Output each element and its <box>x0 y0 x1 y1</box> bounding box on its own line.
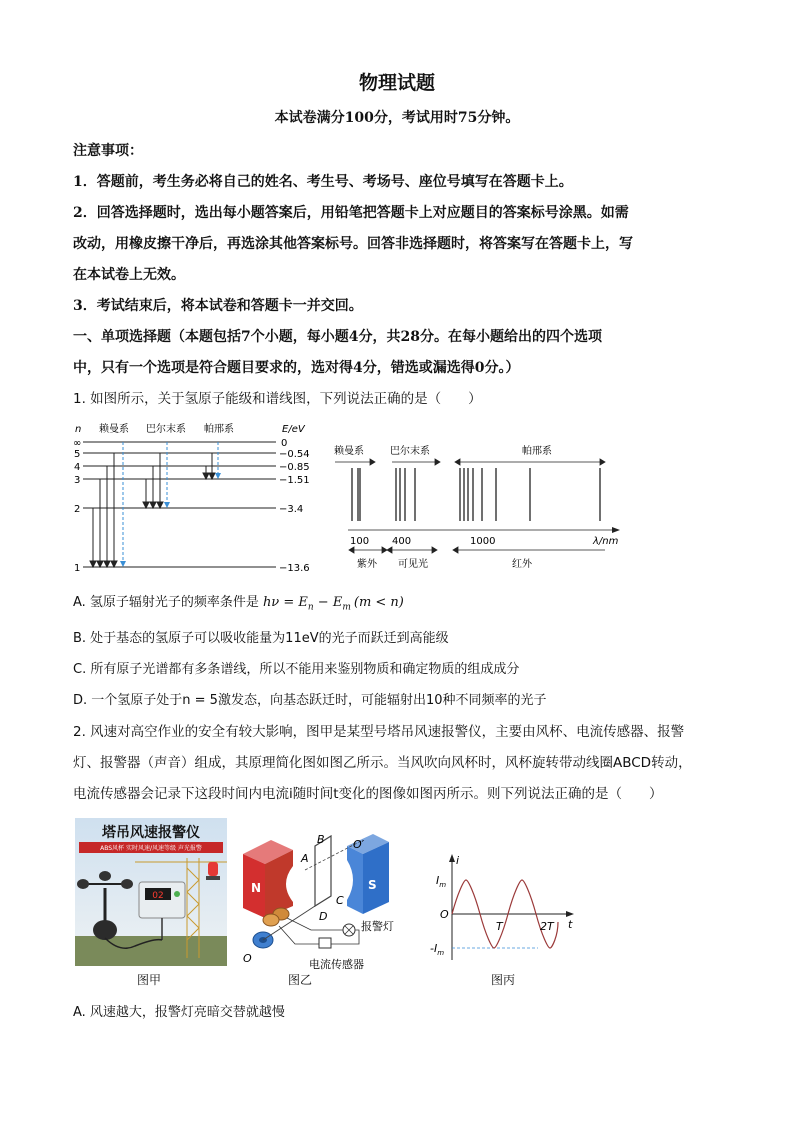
band-ir: 红外 <box>512 559 532 570</box>
magnet-n-label: N <box>251 881 262 895</box>
tick-100: 100 <box>350 536 370 547</box>
series-lyman-label: 赖曼系 <box>99 424 129 435</box>
coil-label-a: A <box>301 852 309 865</box>
band-arrows <box>349 547 605 553</box>
energy-level-diagram <box>70 418 320 578</box>
level-n-2: 2 <box>74 504 81 515</box>
option-1b: B. 处于基态的氢原子可以吸收能量为11eV的光子而跃迁到高能级 <box>73 631 449 646</box>
graph-axis-t: t <box>568 918 573 931</box>
level-e-4: −0.85 <box>279 462 310 473</box>
coil-label-d: D <box>319 910 328 923</box>
section-heading: 一、单项选择题（本题包括7个小题，每小题4分，共28分。在每小题给出的四个选项 <box>73 329 602 345</box>
level-e-inf: 0 <box>281 438 288 449</box>
n-axis-label: n <box>75 424 82 435</box>
level-n-3: 3 <box>74 475 81 486</box>
wavelength-axis-label: λ/nm <box>593 536 619 547</box>
level-n-inf: ∞ <box>73 438 82 449</box>
coil-label-c: C <box>336 894 344 907</box>
graph-tick-2t: 2T <box>540 920 554 933</box>
question-2-stem-1: 2. 风速对高空作业的安全有较大影响，图甲是某型号塔吊风速报警仪，主要由风杯、电流传感器、报警 <box>73 724 685 740</box>
page-subtitle: 本试卷满分100分，考试用时75分钟。 <box>274 110 520 126</box>
alarm-lamp-label: 报警灯 <box>361 920 394 933</box>
notice-1: 1．答题前，考生务必将自己的姓名、考生号、考场号、座位号填写在答题卡上。 <box>73 174 573 190</box>
series-balmer-label: 巴尔末系 <box>146 424 186 435</box>
level-e-1: −13.6 <box>279 563 310 574</box>
tick-1000: 1000 <box>470 536 496 547</box>
energy-axis-label: E/eV <box>282 424 305 435</box>
magnet-s-label: S <box>368 878 377 892</box>
series-limit-arrows <box>120 442 221 567</box>
wind-alarm-photo <box>75 818 227 966</box>
caption-fig-b: 图乙 <box>288 973 313 987</box>
series-paschen-label: 帕邢系 <box>204 424 234 435</box>
question-1-stem: 1. 如图所示，关于氢原子能级和谱线图，下列说法正确的是（ ） <box>73 391 482 407</box>
spectrum-series-lyman: 赖曼系 <box>334 446 364 457</box>
graph-origin: O <box>440 908 449 921</box>
current-time-graph <box>418 852 588 968</box>
option-1a: A. 氢原子辐射光子的频率条件是 $h\nu = E_n - E_m$ (m < n) <box>73 595 404 613</box>
spectrum-series-balmer: 巴尔末系 <box>390 446 430 457</box>
spectral-lines <box>352 468 600 521</box>
graph-tick-t: T <box>496 920 503 933</box>
graph-im: $I_m$ <box>436 874 447 889</box>
level-n-5: 5 <box>74 449 81 460</box>
level-e-2: −3.4 <box>279 504 304 515</box>
notice-2: 2．回答选择题时，选出每小题答案后，用铅笔把答题卡上对应题目的答案标号涂黑。如需 <box>73 205 629 221</box>
axis-label-o-prime: O′ <box>353 838 365 851</box>
tick-400: 400 <box>392 536 412 547</box>
caption-fig-c: 图丙 <box>491 973 516 987</box>
transition-arrows <box>90 453 215 567</box>
option-1d: D. 一个氢原子处于n = 5激发态，向基态跃迁时，可能辐射出10种不同频率的光子 <box>73 693 547 708</box>
level-n-1: 1 <box>74 563 81 574</box>
level-e-3: −1.51 <box>279 475 310 486</box>
page-title: 物理试题 <box>358 72 435 94</box>
caption-fig-a: 图甲 <box>137 973 162 987</box>
photo-display: 02 <box>152 891 164 901</box>
question-2-stem-2: 灯、报警器（声音）组成，其原理简化图如图乙所示。当风吹向风杯时，风杯旋转带动线圈ABCD转动， <box>73 755 692 771</box>
band-visible: 可见光 <box>398 559 428 570</box>
level-e-5: −0.54 <box>279 449 310 460</box>
photo-heading: 塔吊风速报警仪 <box>102 825 200 841</box>
option-2a: A. 风速越大，报警灯亮暗交替就越慢 <box>73 1005 285 1020</box>
spectrum-series-paschen: 帕邢系 <box>522 446 552 457</box>
generator-schematic <box>235 826 405 972</box>
level-n-4: 4 <box>74 462 81 473</box>
graph-axis-i: i <box>456 854 460 867</box>
option-1c: C. 所有原子光谱都有多条谱线，所以不能用来鉴别物质和确定物质的组成成分 <box>73 662 520 677</box>
series-range-arrows <box>335 459 605 465</box>
axis-label-o: O <box>243 952 252 965</box>
spectrum-diagram <box>330 436 630 576</box>
question-2-stem-3: 电流传感器会记录下这段时间内电流i随时间t变化的图像如图丙所示。则下列说法正确的是（ ） <box>73 786 663 802</box>
coil-label-b: B <box>317 833 325 846</box>
notice-2-cont: 改动，用橡皮擦干净后，再选涂其他答案标号。回答非选择题时，将答案写在答题卡上，写 <box>73 236 633 252</box>
current-sensor-label: 电流传感器 <box>309 958 364 971</box>
photo-banner: ABS风杯 实时风速/风速等级 声光报警 <box>100 845 202 852</box>
section-heading-cont: 中，只有一个选项是符合题目要求的，选对得4分，错选或漏选得0分。） <box>73 360 520 376</box>
band-uv: 紫外 <box>357 559 377 570</box>
notice-heading: 注意事项： <box>73 143 143 159</box>
notice-2-end: 在本试卷上无效。 <box>73 267 185 283</box>
graph-neg-im: $-I_m$ <box>430 942 445 957</box>
notice-3: 3．考试结束后，将本试卷和答题卡一并交回。 <box>73 298 363 314</box>
